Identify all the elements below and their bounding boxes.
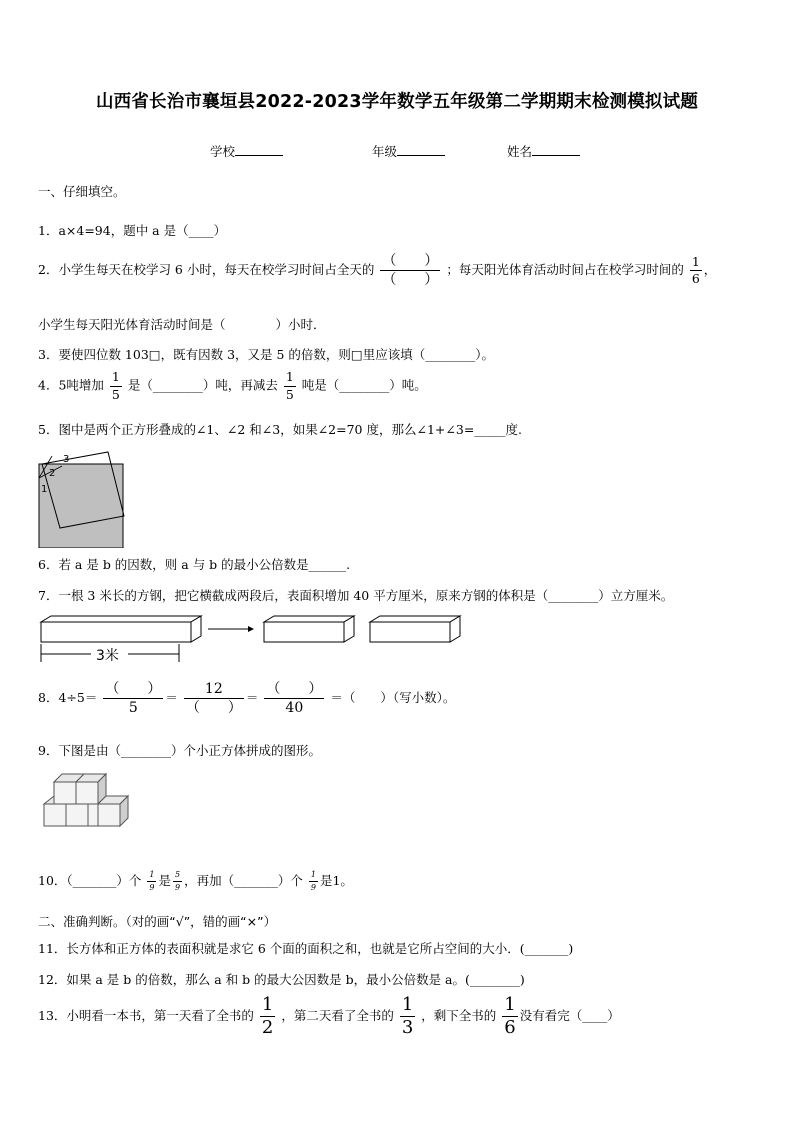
fraction-blank-over-5[interactable]: $\frac{( )}{5}$	[105, 681, 162, 716]
fraction-one-fifth: $\frac{1}{5}$	[285, 369, 294, 402]
school-field[interactable]: 学校	[210, 142, 283, 160]
fraction-blank[interactable]: $\frac{( )}{( )}$	[382, 253, 439, 288]
question-9: 9．下图是由（________）个小正方体拼成的图形。	[38, 743, 321, 758]
fraction-12-over-blank[interactable]: $\frac{12}{( )}$	[185, 681, 242, 716]
question-13: 13．小明看一本书，第一天看了全书的 $\frac{1}{2}$ ，第二天看了全书的 $\frac{1}{3}$ ，剩下全书的 $\frac{1}{6}$ 没有看完（____）	[38, 994, 620, 1038]
question-2: 2．小学生每天在校学习 6 小时，每天在校学习时间占全天的 $\frac{( )}{( )}$ ；每天阳光体育活动时间占在校学习时间的 $\frac{1}{6}$ ，	[38, 253, 717, 288]
angle-3-label: 3	[63, 454, 70, 465]
cube-stack-figure	[40, 770, 132, 834]
question-10: 10．（_______）个 $\frac{1}{9}$ 是 $\frac{5}{9}$ ，再加（_______）个 $\frac{1}{9}$ 是1。	[38, 870, 353, 892]
question-5: 5．图中是两个正方形叠成的∠1、∠2 和∠3，如果∠2=70 度，那么∠1+∠3=_____度.	[38, 422, 523, 437]
question-1: 1．a×4=94，题中 a 是（____）	[38, 223, 227, 238]
steel-bar-figure	[36, 614, 466, 666]
fraction-one-sixth: $\frac{1}{6}$	[504, 994, 516, 1038]
question-2-continued: 小学生每天阳光体育活动时间是（ ）小时．	[38, 317, 326, 332]
fraction-one-fifth: $\frac{1}{5}$	[111, 369, 120, 402]
grade-field[interactable]: 年级	[372, 142, 445, 160]
section-2-heading: 二、准确判断。（对的画“√”，错的画“×”）	[38, 914, 277, 929]
question-8: 8．4÷5＝ $\frac{( )}{5}$ ＝ $\frac{12}{( )}$ ＝ $\frac{( )}{40}$ ＝（ ）（写小数）。	[38, 681, 456, 716]
fraction-one-half: $\frac{1}{2}$	[261, 994, 274, 1038]
question-7: 7．一根 3 米长的方钢，把它横截成两段后，表面积增加 40 平方厘米，原来方钢的体积是（________）立方厘米。	[38, 588, 674, 603]
question-12: 12．如果 a 是 b 的倍数，那么 a 和 b 的最大公因数是 b，最小公倍数是 a。(________)	[38, 972, 525, 987]
length-label: 3米	[96, 648, 119, 664]
fraction-one-ninth: $\frac{1}{9}$	[310, 870, 316, 892]
angle-2-label: 2	[49, 468, 56, 479]
fraction-one-ninth: $\frac{1}{9}$	[149, 870, 155, 892]
fraction-five-ninths: $\frac{5}{9}$	[175, 870, 181, 892]
fraction-one-sixth: $\frac{1}{6}$	[691, 253, 700, 286]
question-4: 4．5吨增加 $\frac{1}{5}$ 是（________）吨，再减去 $\frac{1}{5}$ 吨是（________）吨。	[38, 369, 427, 402]
overlapping-squares-figure	[36, 448, 136, 548]
page-title: 山西省长治市襄垣县2022-2023学年数学五年级第二学期期末检测模拟试题	[95, 92, 699, 112]
fraction-one-third: $\frac{1}{3}$	[401, 994, 414, 1038]
question-3: 3．要使四位数 103□，既有因数 3，又是 5 的倍数，则□里应该填（________）。	[38, 347, 494, 362]
fraction-blank-over-40[interactable]: $\frac{( )}{40}$	[266, 681, 323, 716]
question-11: 11．长方体和正方体的表面积就是求它 6 个面的面积之和，也就是它所占空间的大小．(_______)	[38, 941, 574, 956]
section-1-heading: 一、仔细填空。	[38, 184, 126, 199]
angle-1-label: 1	[41, 484, 48, 495]
question-6: 6．若 a 是 b 的因数，则 a 与 b 的最小公倍数是______.	[38, 557, 351, 572]
name-field[interactable]: 姓名	[507, 142, 580, 160]
